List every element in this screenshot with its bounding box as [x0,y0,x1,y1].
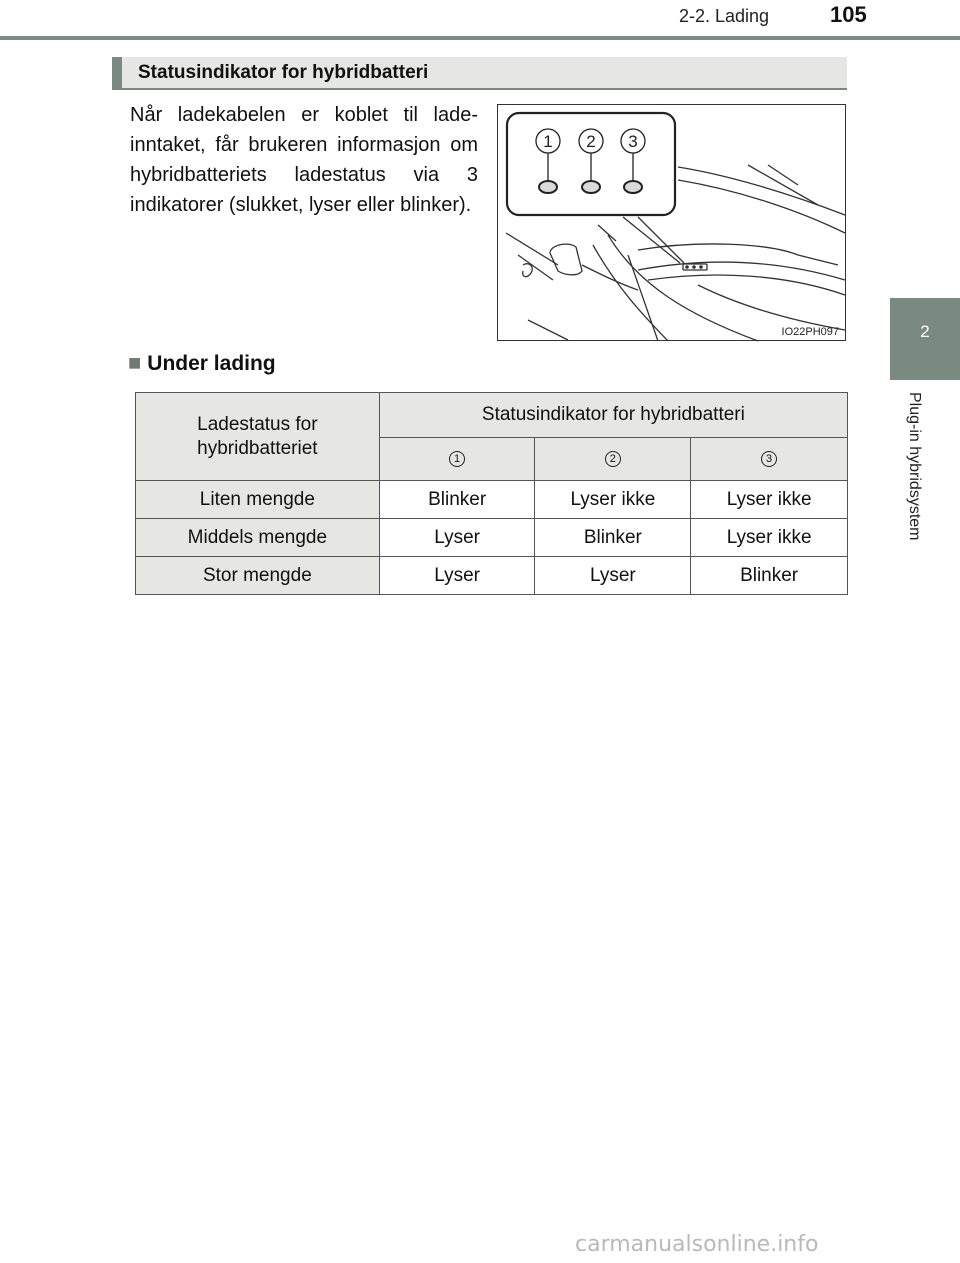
table-header-indicator-2: 2 [535,438,691,481]
table-row [136,519,848,557]
chapter-tab-number: 2 [920,322,930,341]
table-cell: Blinker [379,481,535,519]
table-row [136,557,848,595]
intro-paragraph: Når ladekabelen er koblet til lade-inntaket, får brukeren informasjon om hybridbatteriets ladestatus via 3 indikatorer (slukket, lyser eller blinker). [130,104,478,216]
figure-callout-1: 1 [543,132,553,151]
table-cell: Lyser [535,557,691,595]
table-cell: Lyser ikke [691,519,848,557]
table-cell: Lyser ikke [691,481,848,519]
subsection-title: Under lading [147,352,276,375]
table-header-indicator-1: 1 [379,438,535,481]
row-label: Stor mengde [136,557,380,595]
figure-callout-2: 2 [586,132,596,151]
running-header-section: 2-2. Lading [679,6,770,26]
section-title: Statusindikator for hybridbatteri [138,62,429,83]
table-header-indicator-3: 3 [691,438,848,481]
row-label: Middels mengde [136,519,380,557]
figure-code: IO22PH097 [781,326,839,338]
table-cell: Lyser [379,557,535,595]
header-rule [0,36,960,40]
chapter-tab[interactable] [890,298,960,380]
section-heading-bar [112,57,847,90]
table-cell: Lyser [379,519,535,557]
subsection-heading [128,350,276,376]
row-label: Liten mengde [136,481,380,519]
page-number: 105 [830,2,867,27]
square-bullet-icon: ■ [128,350,142,375]
watermark: carmanualsonline.info [575,1232,819,1257]
table-row [136,481,848,519]
car-illustration [498,105,847,342]
table-cell: Blinker [535,519,691,557]
chapter-tab-label: Plug-in hybridsystem [906,392,923,541]
table-cell: Blinker [691,557,848,595]
table-cell: Lyser ikke [535,481,691,519]
charging-indicator-figure [497,104,846,341]
charging-status-table [135,392,848,595]
figure-callout-3: 3 [628,132,638,151]
table-header-indicator-group: Statusindikator for hybridbatteri [379,393,847,438]
table-header-charge-status: Ladestatus for hybridbatteriet [136,393,380,481]
